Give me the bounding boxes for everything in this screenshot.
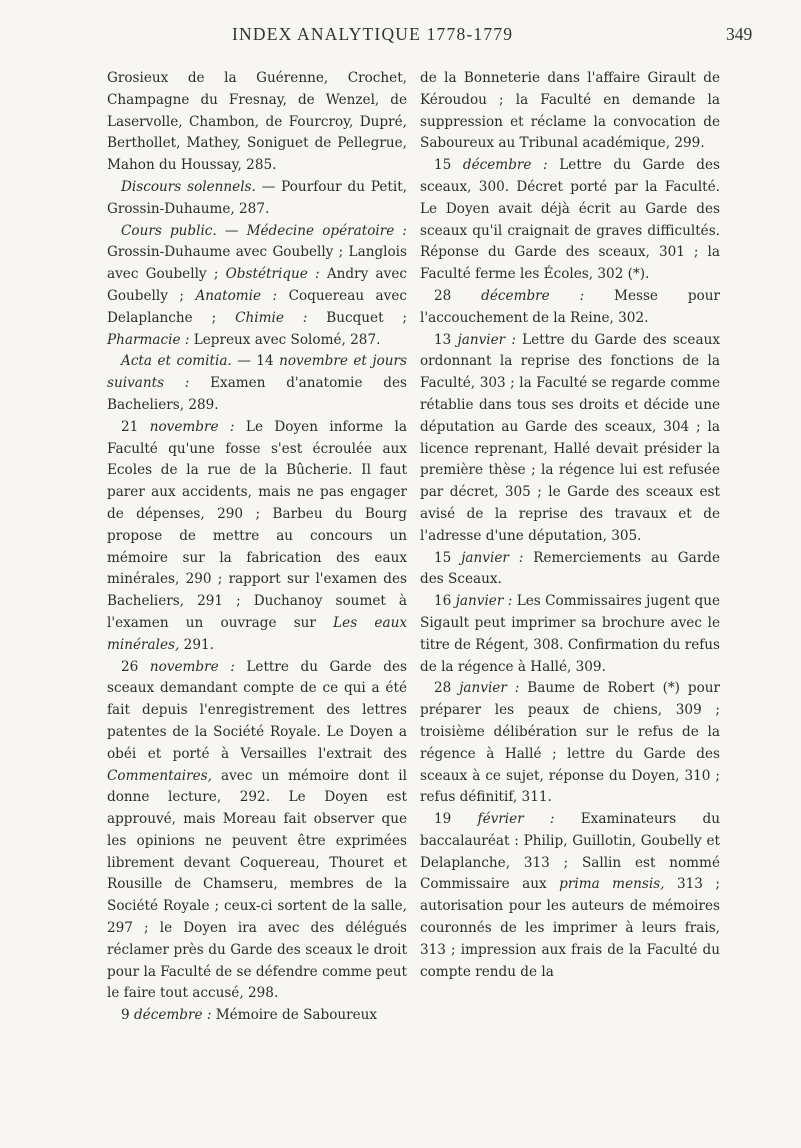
entry-text: Grosieux de la Guérenne, Crochet, Champagne du Fresnay, de Wenzel, de Laservolle, Chambon, de Fourcroy, Dupré, Berthollet, Mathey, Soniguet de Pellegrue, Mahon du Houssay, 285. <box>107 70 407 174</box>
entry-text: 9 <box>121 1007 134 1024</box>
running-title: INDEX ANALYTIQUE 1778-1779 <box>232 24 514 44</box>
entry-text: Coquereau avec Delaplanche ; <box>107 287 407 326</box>
italic-label: Chimie : <box>235 309 308 326</box>
entry-text: Messe pour l'accouchement de la Reine, 302. <box>420 287 720 326</box>
entry-text: 291. <box>179 636 214 653</box>
index-entry <box>107 177 407 221</box>
italic-label: Acta et comitia. <box>121 353 232 370</box>
italic-label: novembre : <box>149 418 235 435</box>
italic-label: Discours solennels. <box>121 178 256 195</box>
entry-text: Baume de Robert (*) pour préparer les peaux de chiens, 309 ; troisième délibération sur le refus de la régence à Hallé ; lettre du Garde des sceaux à ce sujet, réponse du Doyen, 310 ; refus définitif, 311. <box>420 680 721 806</box>
entry-text: avec un mémoire dont il donne lecture, 292. Le Doyen est approuvé, mais Moreau fait observer que les opinions ne peuvent être exprimées librement devant Coquereau, Thouret et Rousille de Chamseru, membres de la Société Royale ; ceux-ci sortent de la salle, 297 ; le Doyen ira avec des délégués réclamer près du Garde des sceaux le droit pour la Faculté de se défendre comme peut le faire tout accusé, 298. <box>107 767 407 1002</box>
entry-text: Grossin-Duhaume avec Goubelly ; Langlois avec Goubelly ; <box>107 244 407 283</box>
entry-text: Remerciements au Garde des Sceaux. <box>420 549 721 588</box>
entry-text: Lettre du Garde des sceaux ordonnant la reprise des fonctions de la Faculté, 303 ; la Faculté se regarde comme rétablie dans tous ses droits et décide une députation au Garde des sceaux, 304 ; la licence reprenant, Hallé devait présider la première thèse ; la régence lui est refusée par décret, 305 ; le Garde des sceaux est avisé de la reprise des travaux et de l'adresse d'une députation, 305. <box>420 331 720 544</box>
italic-label: décembre : <box>481 287 585 304</box>
index-entry <box>420 809 720 983</box>
entry-text: — 14 <box>231 353 280 370</box>
italic-label: Médecine opératoire : <box>246 222 407 239</box>
italic-label: janvier : <box>461 549 524 566</box>
italic-label: janvier : <box>457 331 516 348</box>
index-entry <box>107 351 407 416</box>
italic-label: novembre : <box>149 658 235 675</box>
entry-text: — <box>216 222 247 239</box>
entry-text: 13 <box>434 331 458 348</box>
italic-label: décembre : <box>462 157 548 174</box>
entry-text: 15 <box>434 157 463 174</box>
entry-text: 19 <box>434 811 478 828</box>
entry-text: 21 <box>121 418 150 435</box>
entry-text: 313 ; autorisation pour les auteurs de mémoires couronnés de les imprimer à leurs frais, 313 ; impression aux frais de la Faculté du compte rendu de la <box>420 876 720 980</box>
index-entry <box>420 155 720 286</box>
italic-label: Cours public. <box>121 222 217 239</box>
entry-text: Les Commissaires jugent que Sigault peut imprimer sa brochure avec le titre de Régent, 308. Confirmation du refus de la régence à Hallé, 309. <box>420 593 721 675</box>
italic-label: janvier : <box>455 593 513 610</box>
italic-label: Pharmacie : <box>107 331 190 348</box>
index-entry <box>420 678 720 809</box>
italic-label: février : <box>477 811 555 828</box>
italic-label: décembre : <box>133 1007 212 1024</box>
entry-text: 26 <box>121 658 150 675</box>
page-number: 349 <box>726 24 753 44</box>
entry-text: Examen d'anatomie des Bacheliers, 289. <box>107 375 407 413</box>
left-column <box>107 68 407 1027</box>
entry-text: Andry avec Goubelly ; <box>107 266 407 304</box>
italic-label: Les eaux minérales, <box>107 614 407 653</box>
index-entry <box>107 221 407 352</box>
italic-label: janvier : <box>459 680 520 697</box>
entry-text: 15 <box>434 549 462 566</box>
entry-text: de la Bonneterie dans l'affaire Girault de Kéroudou ; la Faculté en demande la suppression et réclame la convocation de Saboureux au Tribunal académique, 299. <box>420 70 720 152</box>
entry-text: Le Doyen informe la Faculté qu'une fosse s'est écroulée aux Ecoles de la rue de la Bûcherie. Il faut parer aux accidents, mais ne pas engager de dépenses, 290 ; Barbeu du Bourg propose de mettre au concours un mémoire sur la fabrication des eaux minérales, 290 ; rapport sur l'examen des Bacheliers, 291 ; Duchanoy soumet à l'examen un ouvrage sur <box>107 418 408 631</box>
italic-label: Obstétrique : <box>225 266 320 283</box>
entry-text: Mémoire de Saboureux <box>211 1007 378 1024</box>
entry-text: — Pourfour du Petit, Grossin-Duhaume, 287. <box>107 178 407 217</box>
index-entry <box>107 657 407 1006</box>
index-entry <box>107 1005 407 1027</box>
index-entry <box>420 548 720 592</box>
index-entry <box>420 286 720 330</box>
entry-text: 16 <box>434 593 456 610</box>
entry-text: 28 <box>434 680 460 697</box>
italic-label: novembre et jours suivants : <box>107 353 407 392</box>
index-entry <box>420 330 720 548</box>
index-entry <box>107 68 407 177</box>
index-entry <box>107 417 407 657</box>
entry-text: 28 <box>434 287 482 304</box>
italic-label: prima mensis, <box>559 876 665 893</box>
index-entry <box>420 68 720 155</box>
entry-text: Lettre du Garde des sceaux, 300. Décret porté par la Faculté. Le Doyen avait déjà écrit au Garde des sceaux qu'il craignait de graves difficultés. Réponse du Garde des sceaux, 301 ; la Faculté ferme les Écoles, 302 (*). <box>420 157 720 283</box>
italic-label: Commentaires, <box>107 767 212 784</box>
entry-text: Examinateurs du baccalauréat : Philip, Guillotin, Goubelly et Delaplanche, 313 ; Sallin est nommé Commissaire aux <box>420 811 720 893</box>
italic-label: Anatomie : <box>195 287 278 304</box>
right-column <box>420 68 720 983</box>
entry-text: Lettre du Garde des sceaux demandant compte de ce qui a été fait depuis l'enregistrement des lettres patentes de la Société Royale. Le Doyen a obéi et porté à Versailles l'extrait des <box>107 658 408 762</box>
index-entry <box>420 591 720 678</box>
entry-text: Lepreux avec Solomé, 287. <box>189 331 381 348</box>
entry-text: Bucquet ; <box>307 309 407 326</box>
